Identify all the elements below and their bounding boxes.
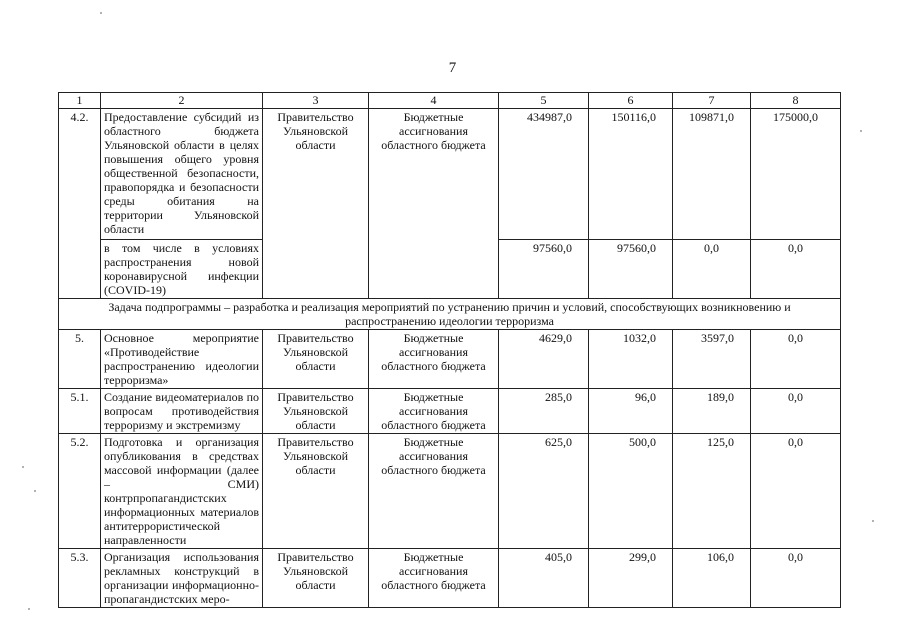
value-col5: 285,0 (499, 389, 589, 434)
value-col7: 109871,0 (673, 109, 751, 240)
column-header: 3 (263, 93, 369, 109)
row-description: Организация использования рекламных конструкций в организации информационно-пропагандистских меро- (101, 549, 263, 608)
scan-speck (100, 12, 102, 14)
scan-speck (22, 466, 24, 468)
scan-speck (28, 608, 30, 610)
row-description: в том числе в условиях распространения новой коронавирусной инфекции (COVID-19) (101, 240, 263, 299)
row-description: Создание видеоматериалов по вопросам противодействия терроризму и экстремизму (101, 389, 263, 434)
table-row (59, 330, 841, 389)
budget-table (58, 92, 841, 608)
row-number: 5.1. (59, 389, 101, 434)
value-col8: 0,0 (751, 389, 841, 434)
value-col6: 299,0 (589, 549, 673, 608)
column-header: 5 (499, 93, 589, 109)
table-row (59, 389, 841, 434)
section-row (59, 299, 841, 330)
column-header: 8 (751, 93, 841, 109)
scan-speck (34, 490, 36, 492)
value-col6: 500,0 (589, 434, 673, 549)
value-col8: 0,0 (751, 330, 841, 389)
column-header: 7 (673, 93, 751, 109)
value-col6: 96,0 (589, 389, 673, 434)
value-col7: 106,0 (673, 549, 751, 608)
row-executor: Правительство Ульяновской области (263, 549, 369, 608)
row-funding-source: Бюджетные ассигнования областного бюджета (369, 330, 499, 389)
row-funding-source: Бюджетные ассигнования областного бюджета (369, 389, 499, 434)
value-col7: 125,0 (673, 434, 751, 549)
row-number: 5. (59, 330, 101, 389)
row-funding-source: Бюджетные ассигнования областного бюджета (369, 549, 499, 608)
column-header: 1 (59, 93, 101, 109)
task-heading: Задача подпрограммы – разработка и реализация мероприятий по устранению причин и условий, способствующих возникновению и распространению идеологии терроризма (59, 299, 841, 330)
row-number: 5.3. (59, 549, 101, 608)
value-col5: 97560,0 (499, 240, 589, 299)
value-col5: 405,0 (499, 549, 589, 608)
value-col5: 434987,0 (499, 109, 589, 240)
value-col6: 1032,0 (589, 330, 673, 389)
value-col5: 625,0 (499, 434, 589, 549)
row-executor: Правительство Ульяновской области (263, 109, 369, 299)
table-row (59, 434, 841, 549)
value-col8: 0,0 (751, 240, 841, 299)
value-col7: 3597,0 (673, 330, 751, 389)
row-description: Предоставление субсидий из областного бюджета Ульяновской области в целях повышения общего уровня общественной безопасности, правопорядка и безопасности среды обитания на территории Ульяновской области (101, 109, 263, 240)
value-col6: 150116,0 (589, 109, 673, 240)
value-col6: 97560,0 (589, 240, 673, 299)
row-funding-source: Бюджетные ассигнования областного бюджета (369, 434, 499, 549)
row-number: 4.2. (59, 109, 101, 299)
row-number: 5.2. (59, 434, 101, 549)
value-col5: 4629,0 (499, 330, 589, 389)
value-col8: 0,0 (751, 549, 841, 608)
row-description: Основное мероприятие «Противодействие распространению идеологии терроризма» (101, 330, 263, 389)
row-executor: Правительство Ульяновской области (263, 389, 369, 434)
row-description: Подготовка и организация опубликования в средствах массовой информации (далее – СМИ) контрпропагандистских информационных материалов антитеррористической направленности (101, 434, 263, 549)
scan-speck (872, 520, 874, 522)
column-header: 2 (101, 93, 263, 109)
table-row (59, 109, 841, 240)
column-header-row (59, 93, 841, 109)
row-executor: Правительство Ульяновской области (263, 434, 369, 549)
column-header: 4 (369, 93, 499, 109)
table-row (59, 549, 841, 608)
page-number: 7 (448, 60, 457, 76)
value-col7: 0,0 (673, 240, 751, 299)
value-col8: 175000,0 (751, 109, 841, 240)
column-header: 6 (589, 93, 673, 109)
value-col8: 0,0 (751, 434, 841, 549)
value-col7: 189,0 (673, 389, 751, 434)
row-funding-source: Бюджетные ассигнования областного бюджета (369, 109, 499, 299)
scan-speck (860, 130, 862, 132)
row-executor: Правительство Ульяновской области (263, 330, 369, 389)
